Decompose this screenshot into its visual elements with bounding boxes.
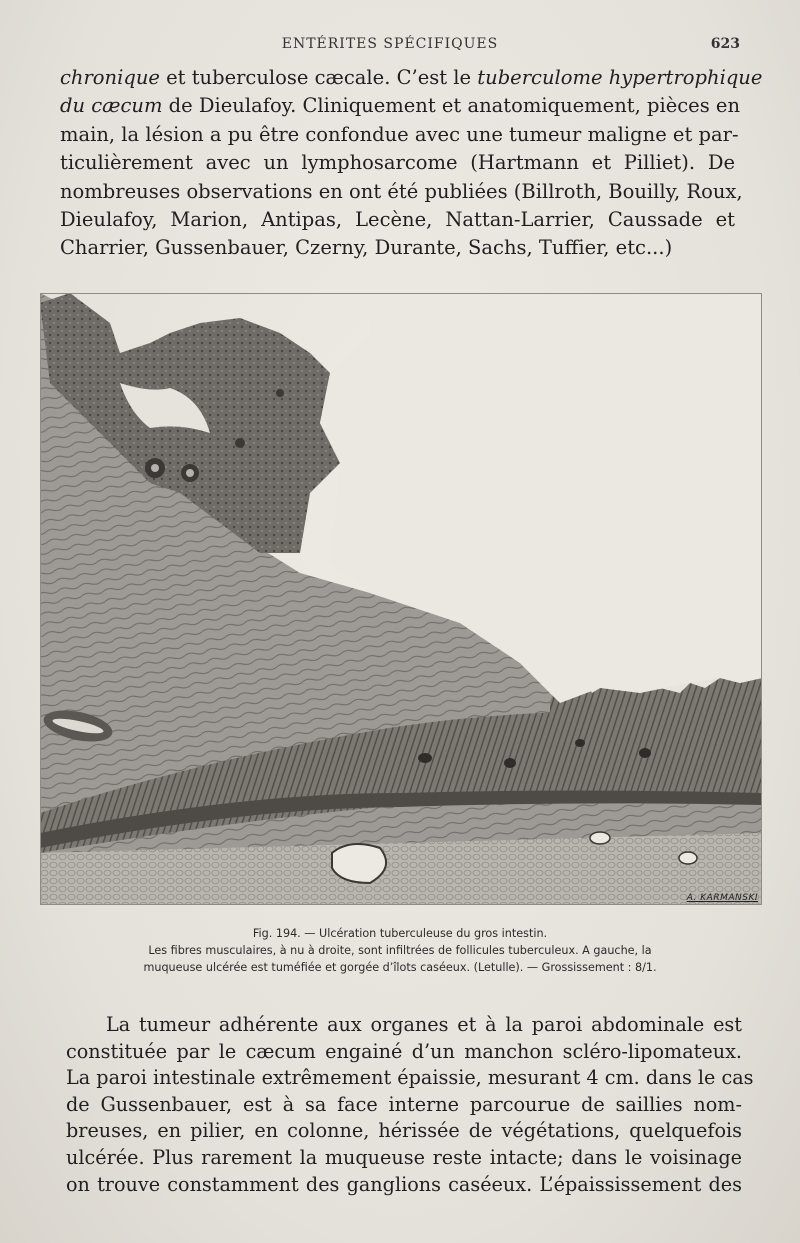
histology-illustration [40,293,762,905]
tubercular-follicle [418,753,432,763]
caption-body: muqueuse ulcérée est tuméfiée et gorgée d’îlots caséeux. (Letulle). — Grossissement : 8/1. [143,961,657,974]
caption-title: Fig. 194. — Ulcération tuberculeuse du gros intestin. [252,927,548,940]
paragraph-2-line: de Gussenbauer, est à sa face interne parcourue de saillies nom- [66,1092,742,1116]
paragraph-2 [66,1012,754,1198]
paragraph-1-line: Charrier, Gussenbauer, Czerny, Durante, Sachs, Tuffier, etc...) [60,236,673,260]
caption-body: Les fibres musculaires, à nu à droite, sont infiltrées de follicules tuberculeux. A gauche, la [148,944,652,957]
caseous-islet [235,438,245,448]
paragraph-2-line: ulcérée. Plus rarement la muqueuse reste intacte; dans le voisinage [66,1145,742,1169]
figure-caption [62,925,738,976]
illustrator-signature: A. KARMANSKI [686,893,758,903]
paragraph-1-line: nombreuses observations en ont été publiées (Billroth, Bouilly, Roux, [60,179,743,203]
paragraph-1-line: du cæcum de Dieulafoy. Cliniquement et anatomiquement, pièces en [60,94,741,118]
running-title: ENTÉRITES SPÉCIFIQUES [281,36,499,52]
blood-vessel [679,852,697,864]
running-head [60,36,740,56]
tubercular-follicle [504,758,516,768]
paragraph-2-line: La paroi intestinale extrêmement épaissie, mesurant 4 cm. dans le cas [66,1066,754,1090]
paragraph-1-line: chronique et tuberculose cæcale. C’est le tuberculome hypertrophique [60,66,763,89]
page-number: 623 [710,36,740,52]
paragraph-1 [60,64,763,263]
histology-figure [40,293,762,905]
tubercular-follicle [575,739,585,747]
paragraph-2-line: La tumeur adhérente aux organes et à la paroi abdominale est [106,1013,742,1036]
caseous-islet [276,389,284,397]
blood-vessel [590,832,610,844]
tubercular-follicle [639,748,651,758]
paragraph-2-line: on trouve constamment des ganglions caséeux. L’épaississement des [66,1172,742,1196]
paragraph-2-line: constituée par le cæcum engainé d’un manchon scléro-lipomateux. [66,1039,742,1063]
blood-vessel [332,844,386,883]
paragraph-1-line: ticulièrement avec un lymphosarcome (Hartmann et Pilliet). De [60,151,735,175]
paragraph-1-line: main, la lésion a pu être confondue avec une tumeur maligne et par- [60,122,739,146]
paragraph-2-line: breuses, en pilier, en colonne, hérissée de végétations, quelquefois [66,1119,742,1143]
paragraph-1-line: Dieulafoy, Marion, Antipas, Lecène, Nattan-Larrier, Caussade et [60,208,735,232]
